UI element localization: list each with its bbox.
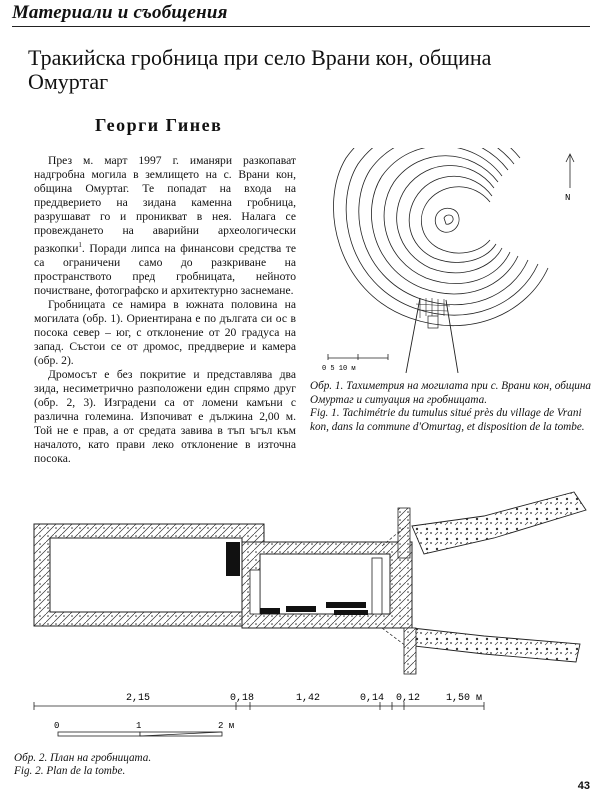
body-text <box>34 154 296 466</box>
dim-wall-3: 0,12 <box>396 693 421 704</box>
fig1-scale-label: 0 5 10 м <box>322 365 356 373</box>
dim-dromos: 1,50 м <box>446 693 483 704</box>
figure-1-caption <box>310 380 594 434</box>
dim-wall-2: 0,14 <box>360 693 385 704</box>
article-title: Тракийска гробница при село Врани кон, община Омуртаг <box>28 45 492 94</box>
article-author: Георги Гинев <box>95 115 223 135</box>
footnote-marker: 1 <box>78 241 82 249</box>
figure-1-tumulus-map <box>308 148 590 373</box>
north-label: N <box>565 193 571 203</box>
figure-2-caption <box>14 752 314 778</box>
figure-2-tomb-plan <box>14 486 590 748</box>
scale-tick-0: 0 <box>54 721 60 731</box>
figure-2-caption-fr: Fig. 2. Plan de la tombe. <box>14 765 126 777</box>
section-heading: Материали и съобщения <box>12 2 590 27</box>
figure-1-caption-bg: Обр. 1. Тахиметрия на могилата при с. Врани кон, община Омуртаг и ситуация на гробницата. <box>310 380 592 406</box>
dim-wall-1: 0,18 <box>230 693 255 704</box>
dim-chamber: 2,15 <box>126 693 151 704</box>
figure-2-caption-bg: Обр. 2. План на гробницата. <box>14 752 152 764</box>
scale-tick-2: 2 м <box>218 721 235 731</box>
dim-antechamber: 1,42 <box>296 693 321 704</box>
figure-1-caption-fr: Fig. 1. Tachimétrie du tumulus situé près du village de Vrani kon, dans la commune d'Omurtag, et disposition de la tombe. <box>310 407 585 433</box>
paragraph-3: Дромосът е без покритие и представлява два зида, несиметрично разположени един спрямо друг (обр. 2, 3). Изградени са от ломени камъни с различна големина. Изпочиват е дължина 2,00 м. Той не е прав, а от средата завива в тъп ъгъл към началото, като прави леко отклонение в източна посока. <box>34 367 296 465</box>
paragraph-2: Гробницата се намира в южната половина на могилата (обр. 1). Ориентирана е по дългата си ос в посока север – юг, с отклонение от 20 градуса на запад. Състои се от дромос, преддверие и камера (обр. 2). <box>34 297 296 367</box>
page-number: 43 <box>577 780 590 792</box>
scale-tick-1: 1 <box>136 721 142 731</box>
paragraph-1: През м. март 1997 г. иманяри разкопават надгробна могила в землището на с. Врани кон, община Омуртаг. Те попадат на входа на преддверието на зидана каменна гробница, разрушават го и проникват в нея. Налага се провеждането на аварийни археологически разкопки$^1$. Поради липса на финансови средства те са ограничени само до разкриване на пространството пред гробницата, нейното почистване, фотографско и архитектурно заснемане. <box>34 154 296 297</box>
